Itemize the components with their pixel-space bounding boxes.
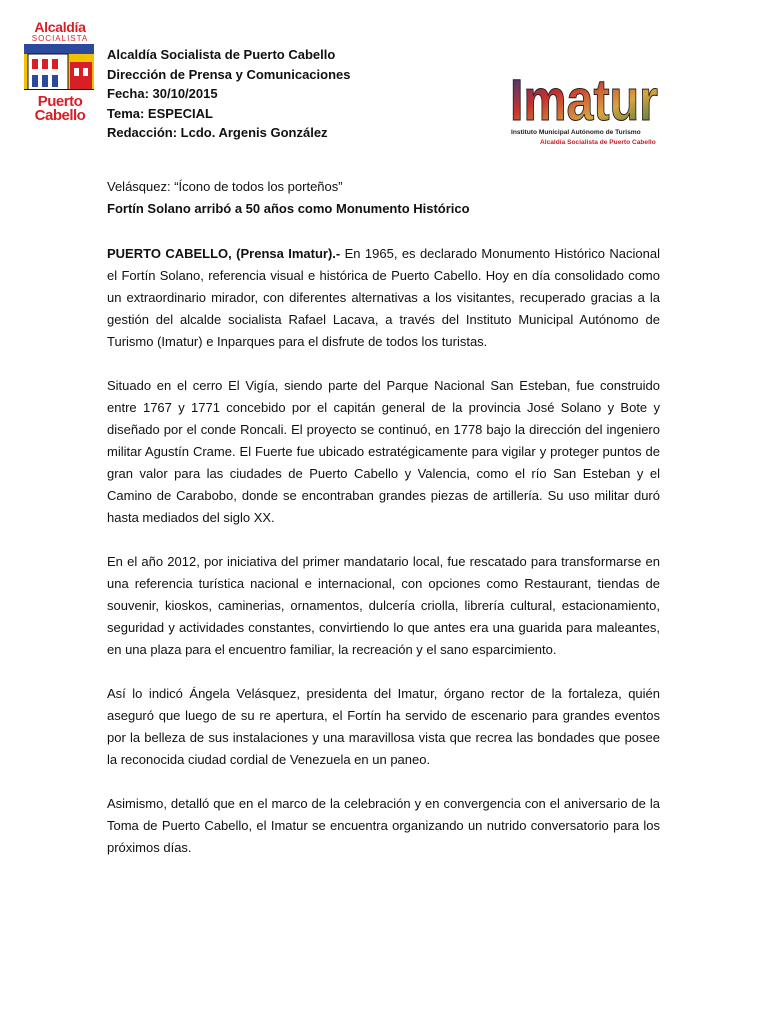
article-body bbox=[107, 243, 660, 859]
imatur-wordmark bbox=[510, 66, 660, 128]
logo-text-alcaldia: Alcaldía bbox=[34, 19, 86, 35]
header-author: Redacción: Lcdo. Argenis González bbox=[107, 125, 328, 140]
paragraph-4: Así lo indicó Ángela Velásquez, presidenta del Imatur, órgano rector de la fortaleza, quién aseguró que luego de su re apertura, el Fortín ha servido de escenario para grandes eventos por la belleza de sus instalaciones y una maravillosa vista que recrea las bondades que posee la reconocida ciudad cordial de Venezuela en un paneo. bbox=[107, 686, 660, 767]
imatur-caption-institute: Instituto Municipal Autónomo de Turismo bbox=[511, 129, 641, 136]
alcaldia-logo bbox=[24, 19, 96, 124]
paragraph-1 bbox=[107, 243, 660, 353]
logo-text-cabello: Cabello bbox=[34, 107, 86, 124]
logo-text-puerto: Puerto bbox=[37, 93, 83, 110]
article-kicker: Velásquez: “Ícono de todos los porteños” bbox=[107, 179, 343, 194]
logo-text-socialista: SOCIALISTA bbox=[31, 34, 89, 43]
header-institution: Alcaldía Socialista de Puerto Cabello bbox=[107, 47, 336, 62]
article-title: Fortín Solano arribó a 50 años como Monumento Histórico bbox=[107, 201, 470, 216]
header-topic: Tema: ESPECIAL bbox=[107, 105, 213, 121]
colonial-building-icon bbox=[24, 44, 94, 90]
paragraph-5: Asimismo, detalló que en el marco de la celebración y en convergencia con el aniversario de la Toma de Puerto Cabello, el Imatur se encuentra organizando un nutrido conversatorio para los próximos días. bbox=[107, 796, 660, 855]
header-date: Fecha: 30/10/2015 bbox=[107, 86, 218, 101]
paragraph-2: Situado en el cerro El Vigía, siendo parte del Parque Nacional San Esteban, fue construido entre 1767 y 1771 concebido por el capitán general de la provincia José Solano y Bote y diseñado por el conde Roncali. El proyecto se continuó, en 1778 bajo la dirección del ingeniero militar Agustín Crame. El Fuerte fue ubicado estratégicamente para vigilar y proteger puntos de gran valor para las ciudades de Puerto Cabello y Valencia, como el río San Esteban y el Camino de Carabobo, donde se encontraban grandes piezas de artillería. Su uso militar duró hasta mediados del siglo XX. bbox=[107, 378, 660, 525]
header-department: Dirección de Prensa y Comunicaciones bbox=[107, 66, 351, 82]
paragraph-1-text: En 1965, es declarado Monumento Histórico Nacional el Fortín Solano, referencia visual e histórica de Puerto Cabello. Hoy en día consolidado como un extraordinario mirador, con diferentes alternativas a los visitantes, recuperado gracias a la gestión del alcalde socialista Rafael Lacava, a través del Instituto Municipal Autónomo de Turismo (Imatur) e Inparques para el disfrute de todos los turistas. bbox=[107, 246, 661, 349]
imatur-caption-alcaldia: Alcaldía Socialista de Puerto Cabello bbox=[540, 139, 656, 146]
paragraph-3: En el año 2012, por iniciativa del primer mandatario local, fue rescatado para transformarse en una referencia turística nacional e internacional, con opciones como Restaurant, tiendas de souvenir, kioskos, caminerias, ornamentos, dulcería criolla, librería cultural, estacionamiento, seguridad y actividades constantes, convirtiendo lo que antes era una guarida para maleantes, en una plaza para el encuentro familiar, la recreación y el sano esparcimiento. bbox=[107, 554, 660, 657]
imatur-logo bbox=[510, 66, 660, 152]
letterhead bbox=[107, 45, 350, 143]
dateline: PUERTO CABELLO, (Prensa Imatur).- bbox=[107, 246, 341, 261]
imatur-wordmark-text: Imatur bbox=[510, 68, 658, 128]
